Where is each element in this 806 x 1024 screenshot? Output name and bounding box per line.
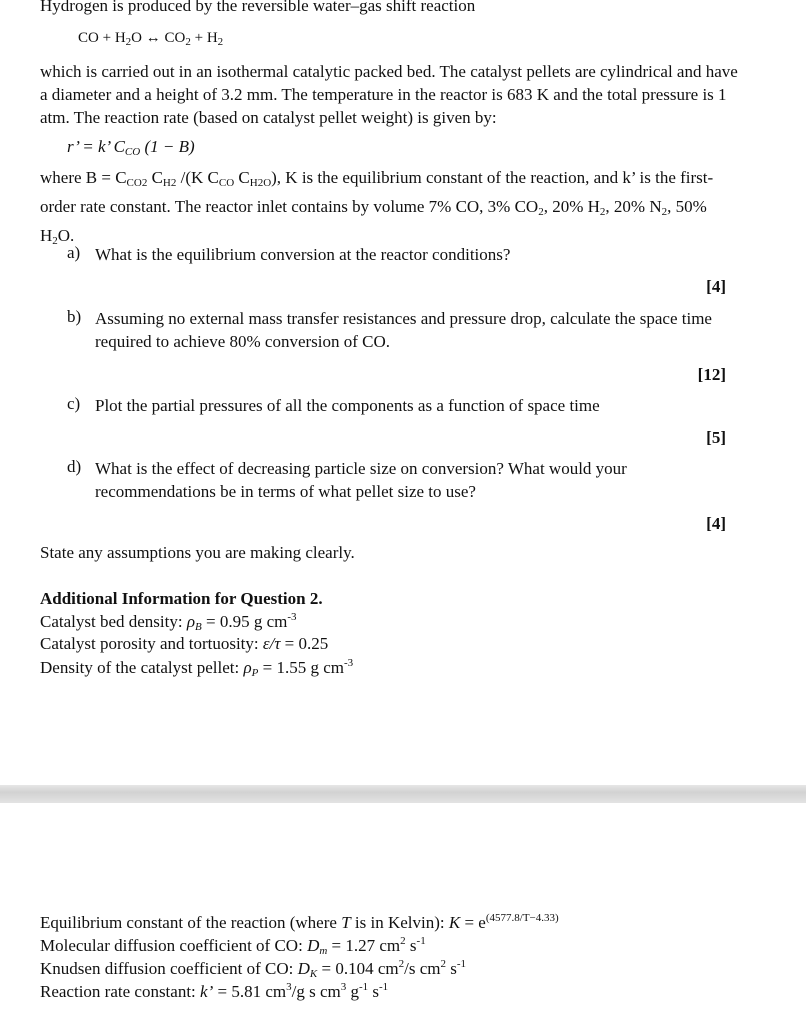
text: = 0.25 xyxy=(280,634,329,653)
rate-constant-line xyxy=(40,981,388,1002)
text: Reaction rate constant: xyxy=(40,982,201,1001)
text: H2O xyxy=(249,177,272,189)
text: Knudsen diffusion coefficient of CO: xyxy=(40,959,298,978)
text: /s cm xyxy=(404,959,441,978)
text: /g s cm xyxy=(291,982,341,1001)
question-b-marks: [12] xyxy=(697,365,726,384)
rate-equation xyxy=(67,137,195,158)
reaction-co2: CO xyxy=(164,30,186,46)
bed-density-line xyxy=(40,611,297,633)
text: 3 xyxy=(340,981,347,993)
text: D xyxy=(307,936,320,955)
text: ρ xyxy=(243,658,252,677)
question-c-label: c) xyxy=(67,394,81,413)
text: g xyxy=(346,982,359,1001)
reaction-equation xyxy=(78,30,223,48)
text: 2 xyxy=(400,935,406,947)
text: C xyxy=(147,168,163,187)
intro-line: Hydrogen is produced by the reversible water–gas shift reaction xyxy=(40,0,476,15)
text: B xyxy=(195,621,202,633)
text: K xyxy=(448,913,461,932)
text: s xyxy=(368,982,380,1001)
text: 2 xyxy=(661,206,668,218)
reaction-h2: H xyxy=(206,30,218,46)
text: H2 xyxy=(162,177,177,189)
reversible-arrow-icon: ↔ xyxy=(145,30,161,46)
question-d-text: What is the effect of decreasing particle size on conversion? What would your recommendations be in terms of what pellet size to use? xyxy=(95,459,627,501)
assumptions-note: State any assumptions you are making clearly. xyxy=(40,543,355,562)
text: k’ xyxy=(200,982,214,1001)
question-d-label: d) xyxy=(67,457,82,476)
text: , 20% N xyxy=(605,197,662,216)
text: D xyxy=(297,959,310,978)
text: 2 xyxy=(440,958,446,970)
text: Catalyst bed density: xyxy=(40,612,187,631)
rate-rhs: (1 − B) xyxy=(140,137,195,156)
text: = 0.95 g cm xyxy=(201,612,288,631)
question-d-marks: [4] xyxy=(706,514,726,533)
text: 2 xyxy=(398,958,405,970)
text: ), K is the equilibrium constant of the reaction, and k’ is the first-order rate constant. The reactor inlet contains by volume 7% CO, 3% CO xyxy=(40,168,714,216)
molecular-diffusion-line xyxy=(40,935,426,957)
additional-heading: Additional Information for Question 2. xyxy=(40,589,323,608)
equilibrium-constant-line xyxy=(40,912,559,933)
text: C xyxy=(234,168,250,187)
text: , 50% H xyxy=(40,197,707,245)
text: where B = C xyxy=(40,168,127,187)
reaction-sub: 2 xyxy=(125,36,132,48)
text: CO xyxy=(218,177,235,189)
text: (4577.8/T−4.33) xyxy=(485,912,559,924)
text: -3 xyxy=(287,611,297,623)
page-divider xyxy=(0,785,806,803)
text: -3 xyxy=(343,657,354,669)
question-b-label: b) xyxy=(67,307,82,326)
text: K xyxy=(309,968,318,980)
text: ε/τ xyxy=(262,634,281,653)
text: s xyxy=(405,936,417,955)
text: -1 xyxy=(456,958,467,970)
question-b-text: Assuming no external mass transfer resistances and pressure drop, calculate the space time required to achieve 80% conversion of CO. xyxy=(95,309,712,351)
knudsen-diffusion-line xyxy=(40,958,466,980)
text: , 20% H xyxy=(543,197,600,216)
question-a-marks: [4] xyxy=(706,277,726,296)
text: O. xyxy=(57,226,75,245)
text: 2 xyxy=(538,206,544,218)
porosity-line xyxy=(40,634,328,654)
text: = 1.27 cm xyxy=(327,936,401,955)
text: 3 xyxy=(286,981,292,993)
text: = 1.55 g cm xyxy=(258,658,344,677)
pellet-density-line xyxy=(40,657,353,679)
rate-sub: CO xyxy=(124,146,141,158)
text: ρ xyxy=(186,612,196,631)
question-c-text: Plot the partial pressures of all the components as a function of space time xyxy=(95,396,600,415)
question-c-marks: [5] xyxy=(706,428,726,447)
text: Catalyst porosity and tortuosity: xyxy=(40,634,263,653)
description-paragraph: which is carried out in an isothermal catalytic packed bed. The catalyst pellets are cylindrical and have a diameter and a height of 3.2 mm. The temperature in the reactor is 683 K and the total pressure is 1 atm. The reaction rate (based on catalyst pellet weight) is given by: xyxy=(40,62,738,127)
text: Molecular diffusion coefficient of CO: xyxy=(40,936,308,955)
reaction-plus: + xyxy=(194,30,204,46)
text: 2 xyxy=(52,235,58,247)
question-a-label: a) xyxy=(67,243,81,262)
text: -1 xyxy=(379,981,389,993)
text: Equilibrium constant of the reaction (where xyxy=(40,913,342,932)
text: = e xyxy=(460,913,486,932)
where-paragraph xyxy=(40,166,740,253)
text: -1 xyxy=(358,981,369,993)
reaction-o: O xyxy=(131,30,142,46)
reaction-plus: + xyxy=(102,30,112,46)
text: m xyxy=(319,945,328,957)
text: = 0.104 cm xyxy=(317,959,399,978)
text: -1 xyxy=(416,935,426,947)
text: /(K C xyxy=(176,168,219,187)
text: 2 xyxy=(599,206,606,218)
text: = 5.81 cm xyxy=(213,982,287,1001)
rate-lhs: r’ = k’ C xyxy=(67,137,125,156)
text: s xyxy=(445,959,457,978)
text: CO2 xyxy=(126,177,148,189)
reaction-h: H xyxy=(114,30,126,46)
text: P xyxy=(251,667,259,679)
text: Density of the catalyst pellet: xyxy=(40,658,244,677)
reaction-sub: 2 xyxy=(217,36,224,48)
text: T xyxy=(341,913,351,932)
text: is in Kelvin): xyxy=(350,913,449,932)
reaction-co: CO xyxy=(78,30,99,46)
reaction-sub: 2 xyxy=(185,36,191,48)
question-a-text: What is the equilibrium conversion at the reactor conditions? xyxy=(95,245,511,264)
